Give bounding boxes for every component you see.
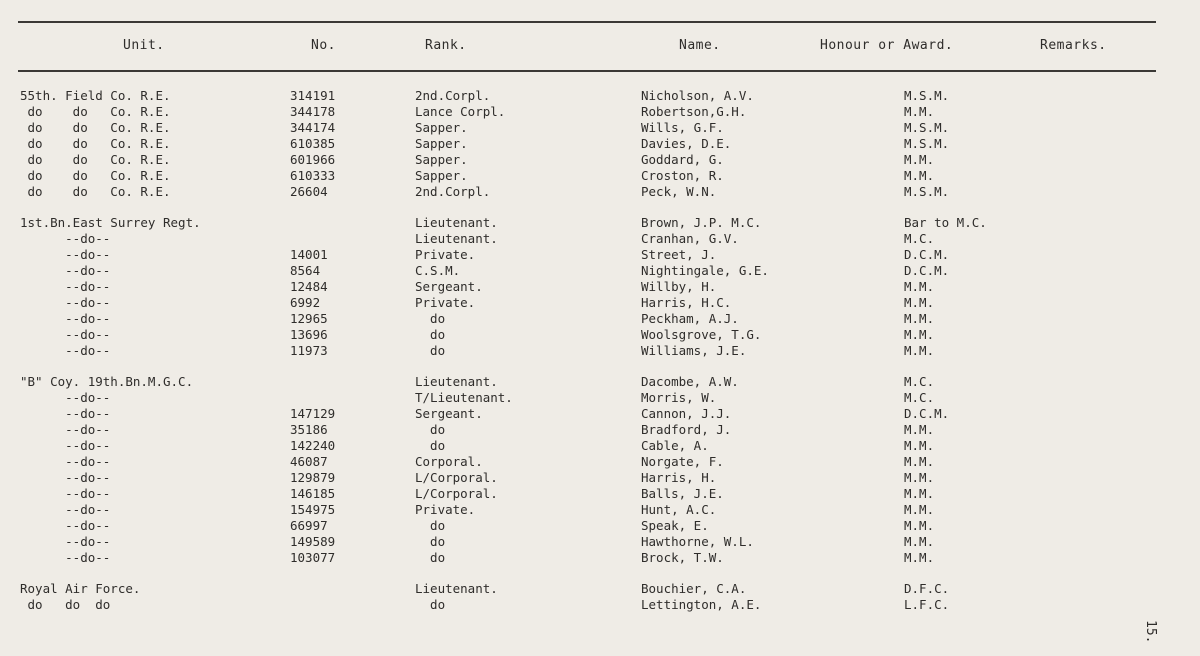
table-row	[0, 406, 1200, 422]
rank-cell: Sapper.	[415, 136, 468, 151]
table-row	[0, 327, 1200, 343]
award-cell: M.M.	[904, 168, 935, 183]
award-cell: M.M.	[904, 311, 935, 326]
award-cell: M.C.	[904, 390, 935, 405]
table-row	[0, 438, 1200, 454]
rank-cell: do	[415, 327, 446, 342]
rank-cell: Sapper.	[415, 168, 468, 183]
number-cell: 149589	[290, 534, 336, 549]
rank-cell: do	[415, 597, 446, 612]
table-row	[0, 263, 1200, 279]
name-cell: Bradford, J.	[641, 422, 732, 437]
table-row	[0, 215, 1200, 231]
header-honour: Honour or Award.	[820, 38, 954, 53]
name-cell: Croston, R.	[641, 168, 724, 183]
award-cell: M.M.	[904, 295, 935, 310]
number-cell: 146185	[290, 486, 336, 501]
unit-cell: do do Co. R.E.	[20, 184, 171, 199]
name-cell: Cable, A.	[641, 438, 709, 453]
rank-cell: 2nd.Corpl.	[415, 184, 491, 199]
table-row	[0, 486, 1200, 502]
unit-cell: --do--	[20, 438, 111, 453]
rank-cell: Corporal.	[415, 454, 483, 469]
table-row	[0, 470, 1200, 486]
rank-cell: Sergeant.	[415, 406, 483, 421]
unit-cell: --do--	[20, 263, 111, 278]
header-unit: Unit.	[123, 38, 165, 53]
number-cell: 13696	[290, 327, 328, 342]
table-row	[0, 168, 1200, 184]
unit-cell: --do--	[20, 327, 111, 342]
rank-cell: Lieutenant.	[415, 374, 498, 389]
unit-cell: --do--	[20, 231, 111, 246]
header-name: Name.	[679, 38, 721, 53]
table-row	[0, 295, 1200, 311]
unit-cell: do do do	[20, 597, 111, 612]
number-cell: 344178	[290, 104, 336, 119]
table-row	[0, 581, 1200, 597]
award-cell: M.M.	[904, 486, 935, 501]
award-cell: M.S.M.	[904, 88, 950, 103]
award-cell: M.M.	[904, 327, 935, 342]
table-row	[0, 247, 1200, 263]
award-cell: M.M.	[904, 422, 935, 437]
table-row	[0, 454, 1200, 470]
name-cell: Harris, H.	[641, 470, 717, 485]
number-cell: 103077	[290, 550, 336, 565]
number-cell: 601966	[290, 152, 336, 167]
table-row	[0, 597, 1200, 613]
name-cell: Harris, H.C.	[641, 295, 732, 310]
rank-cell: C.S.M.	[415, 263, 461, 278]
rank-cell: Sapper.	[415, 120, 468, 135]
rank-cell: T/Lieutenant.	[415, 390, 513, 405]
number-cell: 35186	[290, 422, 328, 437]
table-row	[0, 390, 1200, 406]
unit-cell: "B" Coy. 19th.Bn.M.G.C.	[20, 374, 194, 389]
rank-cell: do	[415, 550, 446, 565]
name-cell: Nicholson, A.V.	[641, 88, 754, 103]
name-cell: Willby, H.	[641, 279, 717, 294]
award-cell: L.F.C.	[904, 597, 950, 612]
number-cell: 12484	[290, 279, 328, 294]
table-row	[0, 88, 1200, 104]
award-cell: M.M.	[904, 279, 935, 294]
number-cell: 142240	[290, 438, 336, 453]
table-row	[0, 152, 1200, 168]
rank-cell: Private.	[415, 502, 476, 517]
rank-cell: do	[415, 422, 446, 437]
name-cell: Goddard, G.	[641, 152, 724, 167]
table-row	[0, 231, 1200, 247]
unit-cell: --do--	[20, 343, 111, 358]
unit-cell: --do--	[20, 518, 111, 533]
rank-cell: Private.	[415, 247, 476, 262]
table-row	[0, 311, 1200, 327]
table-row	[0, 184, 1200, 200]
unit-cell: 1st.Bn.East Surrey Regt.	[20, 215, 201, 230]
name-cell: Street, J.	[641, 247, 717, 262]
table-row	[0, 518, 1200, 534]
name-cell: Peckham, A.J.	[641, 311, 739, 326]
unit-cell: do do Co. R.E.	[20, 168, 171, 183]
header-rule	[18, 70, 1156, 72]
unit-cell: --do--	[20, 390, 111, 405]
rank-cell: do	[415, 438, 446, 453]
unit-cell: --do--	[20, 502, 111, 517]
award-cell: M.C.	[904, 374, 935, 389]
number-cell: 6992	[290, 295, 321, 310]
table-row	[0, 120, 1200, 136]
unit-cell: do do Co. R.E.	[20, 120, 171, 135]
number-cell: 26604	[290, 184, 328, 199]
rank-cell: L/Corporal.	[415, 486, 498, 501]
rank-cell: L/Corporal.	[415, 470, 498, 485]
name-cell: Williams, J.E.	[641, 343, 747, 358]
number-cell: 154975	[290, 502, 336, 517]
name-cell: Brock, T.W.	[641, 550, 724, 565]
table-row	[0, 279, 1200, 295]
number-cell: 344174	[290, 120, 336, 135]
unit-cell: --do--	[20, 470, 111, 485]
table-row	[0, 374, 1200, 390]
award-cell: M.S.M.	[904, 136, 950, 151]
unit-cell: --do--	[20, 422, 111, 437]
name-cell: Lettington, A.E.	[641, 597, 762, 612]
rank-cell: do	[415, 518, 446, 533]
header-rank: Rank.	[425, 38, 467, 53]
award-cell: D.C.M.	[904, 263, 950, 278]
award-cell: M.C.	[904, 231, 935, 246]
award-cell: M.S.M.	[904, 120, 950, 135]
rank-cell: Private.	[415, 295, 476, 310]
award-cell: M.M.	[904, 470, 935, 485]
name-cell: Peck, W.N.	[641, 184, 717, 199]
rank-cell: Lieutenant.	[415, 231, 498, 246]
rank-cell: Lieutenant.	[415, 215, 498, 230]
unit-cell: --do--	[20, 247, 111, 262]
table-row	[0, 136, 1200, 152]
rank-cell: do	[415, 343, 446, 358]
top-rule	[18, 21, 1156, 23]
unit-cell: --do--	[20, 454, 111, 469]
name-cell: Speak, E.	[641, 518, 709, 533]
award-cell: M.M.	[904, 502, 935, 517]
unit-cell: --do--	[20, 534, 111, 549]
unit-cell: --do--	[20, 295, 111, 310]
unit-cell: do do Co. R.E.	[20, 136, 171, 151]
table-row	[0, 502, 1200, 518]
table-row	[0, 343, 1200, 359]
number-cell: 46087	[290, 454, 328, 469]
number-cell: 66997	[290, 518, 328, 533]
unit-cell: --do--	[20, 311, 111, 326]
unit-cell: Royal Air Force.	[20, 581, 141, 596]
award-cell: D.C.M.	[904, 406, 950, 421]
unit-cell: --do--	[20, 279, 111, 294]
rank-cell: do	[415, 311, 446, 326]
table-row	[0, 550, 1200, 566]
name-cell: Cranhan, G.V.	[641, 231, 739, 246]
award-cell: M.M.	[904, 518, 935, 533]
number-cell: 129879	[290, 470, 336, 485]
name-cell: Norgate, F.	[641, 454, 724, 469]
unit-cell: --do--	[20, 550, 111, 565]
award-cell: D.C.M.	[904, 247, 950, 262]
unit-cell: --do--	[20, 406, 111, 421]
award-cell: M.M.	[904, 454, 935, 469]
number-cell: 11973	[290, 343, 328, 358]
table-row	[0, 104, 1200, 120]
name-cell: Balls, J.E.	[641, 486, 724, 501]
name-cell: Robertson,G.H.	[641, 104, 747, 119]
name-cell: Hawthorne, W.L.	[641, 534, 754, 549]
number-cell: 314191	[290, 88, 336, 103]
award-cell: M.S.M.	[904, 184, 950, 199]
table-row	[0, 422, 1200, 438]
award-cell: D.F.C.	[904, 581, 950, 596]
name-cell: Wills, G.F.	[641, 120, 724, 135]
number-cell: 12965	[290, 311, 328, 326]
page-number: 15.	[1143, 620, 1158, 644]
number-cell: 610333	[290, 168, 336, 183]
unit-cell: 55th. Field Co. R.E.	[20, 88, 171, 103]
number-cell: 147129	[290, 406, 336, 421]
name-cell: Hunt, A.C.	[641, 502, 717, 517]
award-cell: Bar to M.C.	[904, 215, 987, 230]
rank-cell: do	[415, 534, 446, 549]
rank-cell: Lieutenant.	[415, 581, 498, 596]
number-cell: 610385	[290, 136, 336, 151]
name-cell: Morris, W.	[641, 390, 717, 405]
table-row	[0, 534, 1200, 550]
rank-cell: 2nd.Corpl.	[415, 88, 491, 103]
name-cell: Nightingale, G.E.	[641, 263, 769, 278]
award-cell: M.M.	[904, 438, 935, 453]
rank-cell: Lance Corpl.	[415, 104, 506, 119]
award-cell: M.M.	[904, 550, 935, 565]
award-cell: M.M.	[904, 104, 935, 119]
name-cell: Brown, J.P. M.C.	[641, 215, 762, 230]
rank-cell: Sapper.	[415, 152, 468, 167]
unit-cell: do do Co. R.E.	[20, 152, 171, 167]
name-cell: Davies, D.E.	[641, 136, 732, 151]
award-cell: M.M.	[904, 534, 935, 549]
header-no: No.	[311, 38, 336, 53]
number-cell: 8564	[290, 263, 321, 278]
name-cell: Woolsgrove, T.G.	[641, 327, 762, 342]
number-cell: 14001	[290, 247, 328, 262]
name-cell: Cannon, J.J.	[641, 406, 732, 421]
unit-cell: --do--	[20, 486, 111, 501]
name-cell: Dacombe, A.W.	[641, 374, 739, 389]
name-cell: Bouchier, C.A.	[641, 581, 747, 596]
unit-cell: do do Co. R.E.	[20, 104, 171, 119]
rank-cell: Sergeant.	[415, 279, 483, 294]
award-cell: M.M.	[904, 152, 935, 167]
header-remarks: Remarks.	[1040, 38, 1107, 53]
award-cell: M.M.	[904, 343, 935, 358]
